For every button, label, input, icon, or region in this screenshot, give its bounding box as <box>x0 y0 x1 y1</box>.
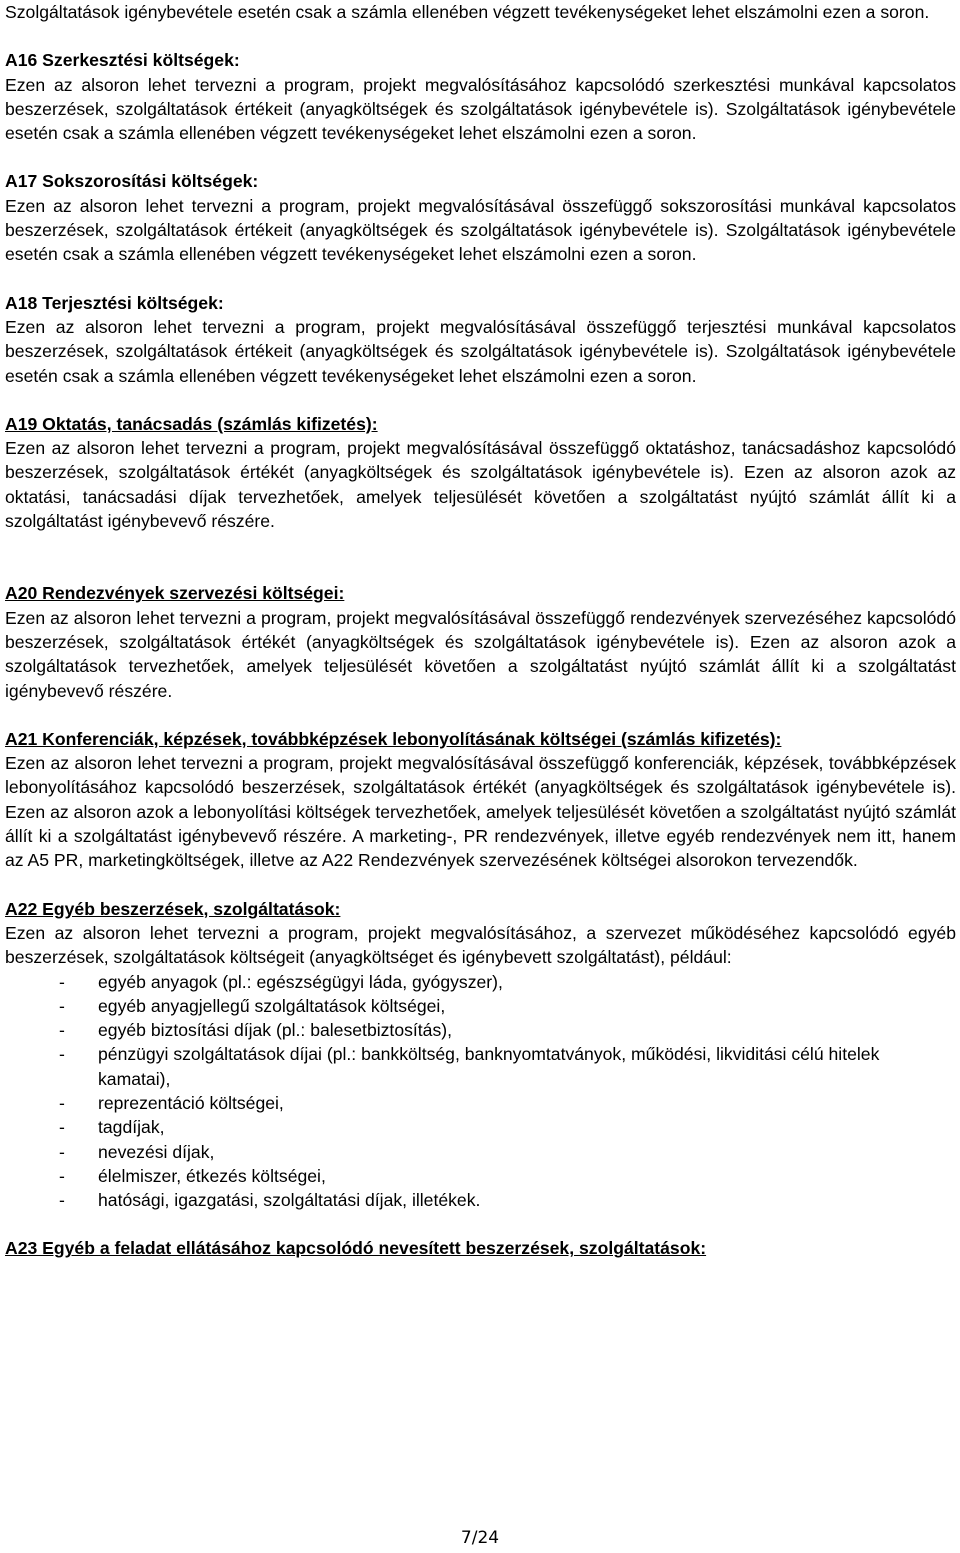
list-item <box>5 1042 956 1091</box>
page-number: 7/24 <box>460 1528 500 1548</box>
dash-bullet: - <box>59 1117 65 1138</box>
list-item-text: egyéb anyagok (pl.: egészségügyi láda, gyógyszer), <box>98 971 503 992</box>
dash-bullet: - <box>59 995 65 1016</box>
list-item <box>5 1091 956 1115</box>
list-item-text: reprezentáció költségei, <box>98 1092 284 1113</box>
section-a16 <box>5 48 956 145</box>
intro-paragraph: Szolgáltatások igénybevétele esetén csak a számla ellenében végzett tevékenységeket lehet elszámolni ezen a soron. <box>5 2 930 22</box>
expense-list <box>5 970 956 1213</box>
list-item <box>5 970 956 994</box>
section-heading: A19 Oktatás, tanácsadás (számlás kifizetés): <box>5 413 378 434</box>
section-body: Ezen az alsoron lehet tervezni a program, projekt megvalósításával összefüggő rendezvények szervezéséhez kapcsolódó beszerzések, szolgáltatások értékét (anyagköltségek és szolgáltatások igénybevétele is). Ezen az alsoron azok a szolgáltatások tervezhetőek, amelyek teljesülését követően a szolgáltatást nyújtó számlát állít ki a szolgáltatást igénybevevő részére. <box>5 607 956 701</box>
dash-bullet: - <box>59 1190 65 1211</box>
list-item-text: pénzügyi szolgáltatások díjai (pl.: bankköltség, banknyomtatványok, működési, likviditási célú hitelek kamatai), <box>98 1044 880 1089</box>
section-a18 <box>5 291 956 388</box>
dash-bullet: - <box>59 971 65 992</box>
dash-bullet: - <box>59 1141 65 1162</box>
list-item <box>5 1115 956 1139</box>
list-item-text: élelmiszer, étkezés költségei, <box>98 1165 326 1186</box>
list-item <box>5 1140 956 1164</box>
list-item <box>5 1164 956 1188</box>
dash-bullet: - <box>59 1092 65 1113</box>
dash-bullet: - <box>59 1044 65 1065</box>
list-item <box>5 1188 956 1212</box>
section-body: Ezen az alsoron lehet tervezni a program, projekt megvalósításával összefüggő konferenciák, képzések, továbbképzések lebonyolításához kapcsolódó beszerzések, szolgáltatások értékét (anyagköltségek és szolgáltatások igénybevétele is). Ezen az alsoron azok a lebonyolítási költségek tervezhetőek, amelyek teljesülését követően a szolgáltatást nyújtó számlát állít ki a szolgáltatást igénybevevő részére. A marketing-, PR rendezvények, illetve egyéb rendezvények nem itt, hanem az A5 PR, marketingköltségek, illetve az A22 Rendezvények szervezésének költségei alsorokon tervezendők. <box>5 753 956 871</box>
section-a20 <box>5 581 956 702</box>
section-heading: A20 Rendezvények szervezési költségei: <box>5 583 345 604</box>
document-page <box>5 0 956 1261</box>
dash-bullet: - <box>59 1020 65 1041</box>
section-a21 <box>5 727 956 873</box>
dash-bullet: - <box>59 1165 65 1186</box>
list-item-text: nevezési díjak, <box>98 1141 215 1162</box>
section-a22 <box>5 897 956 1213</box>
list-item-text: egyéb biztosítási díjak (pl.: balesetbiztosítás), <box>98 1020 453 1041</box>
list-item-text: egyéb anyagjellegű szolgáltatások költségei, <box>98 995 446 1016</box>
list-item-text: tagdíjak, <box>98 1117 165 1138</box>
section-a23 <box>5 1236 956 1260</box>
section-body: Ezen az alsoron lehet tervezni a program, projekt megvalósításához, a szervezet működéséhez kapcsolódó egyéb beszerzések, szolgáltatások költségeit (anyagköltséget és igénybevett szolgáltatást), például: <box>5 922 956 968</box>
section-heading: A23 Egyéb a feladat ellátásához kapcsolódó nevesített beszerzések, szolgáltatások: <box>5 1238 707 1259</box>
list-item <box>5 994 956 1018</box>
list-item <box>5 1018 956 1042</box>
section-heading: A18 Terjesztési költségek: <box>5 292 224 313</box>
section-a17 <box>5 169 956 266</box>
section-body: Ezen az alsoron lehet tervezni a program, projekt megvalósításához kapcsolódó szerkesztési munkával kapcsolatos beszerzések, szolgáltatások értékeit (anyagköltségek és szolgáltatások igénybevétele is). Szolgáltatások igénybevétele esetén csak a számla ellenében végzett tevékenységeket lehet elszámolni ezen a soron. <box>5 74 956 144</box>
section-body: Ezen az alsoron lehet tervezni a program, projekt megvalósításával összefüggő sokszorosítási munkával kapcsolatos beszerzések, szolgáltatások értékeit (anyagköltségek és szolgáltatások igénybevétele is). Szolgáltatások igénybevétele esetén csak a számla ellenében végzett tevékenységeket lehet elszámolni ezen a soron. <box>5 195 956 265</box>
section-heading: A17 Sokszorosítási költségek: <box>5 171 259 192</box>
list-item-text: hatósági, igazgatási, szolgáltatási díjak, illetékek. <box>98 1190 481 1211</box>
section-a19 <box>5 412 956 533</box>
section-heading: A22 Egyéb beszerzések, szolgáltatások: <box>5 898 341 919</box>
section-heading: A21 Konferenciák, képzések, továbbképzések lebonyolításának költségei (számlás kifizetés): <box>5 728 782 749</box>
section-body: Ezen az alsoron lehet tervezni a program, projekt megvalósításával összefüggő oktatáshoz, tanácsadáshoz kapcsolódó beszerzések, szolgáltatások értékét (anyagköltségek és szolgáltatások igénybevétele is). Ezen az alsoron azok az oktatási, tanácsadási díjak tervezhetőek, amelyek teljesülését követően a szolgáltatást nyújtó számlát állít ki a szolgáltatást igénybevevő részére. <box>5 438 956 532</box>
section-body: Ezen az alsoron lehet tervezni a program, projekt megvalósításával összefüggő terjesztési munkával kapcsolatos beszerzések, szolgáltatások értékeit (anyagköltségek és szolgáltatások igénybevétele is). Szolgáltatások igénybevétele esetén csak a számla ellenében végzett tevékenységeket lehet elszámolni ezen a soron. <box>5 316 956 386</box>
section-heading: A16 Szerkesztési költségek: <box>5 50 240 71</box>
